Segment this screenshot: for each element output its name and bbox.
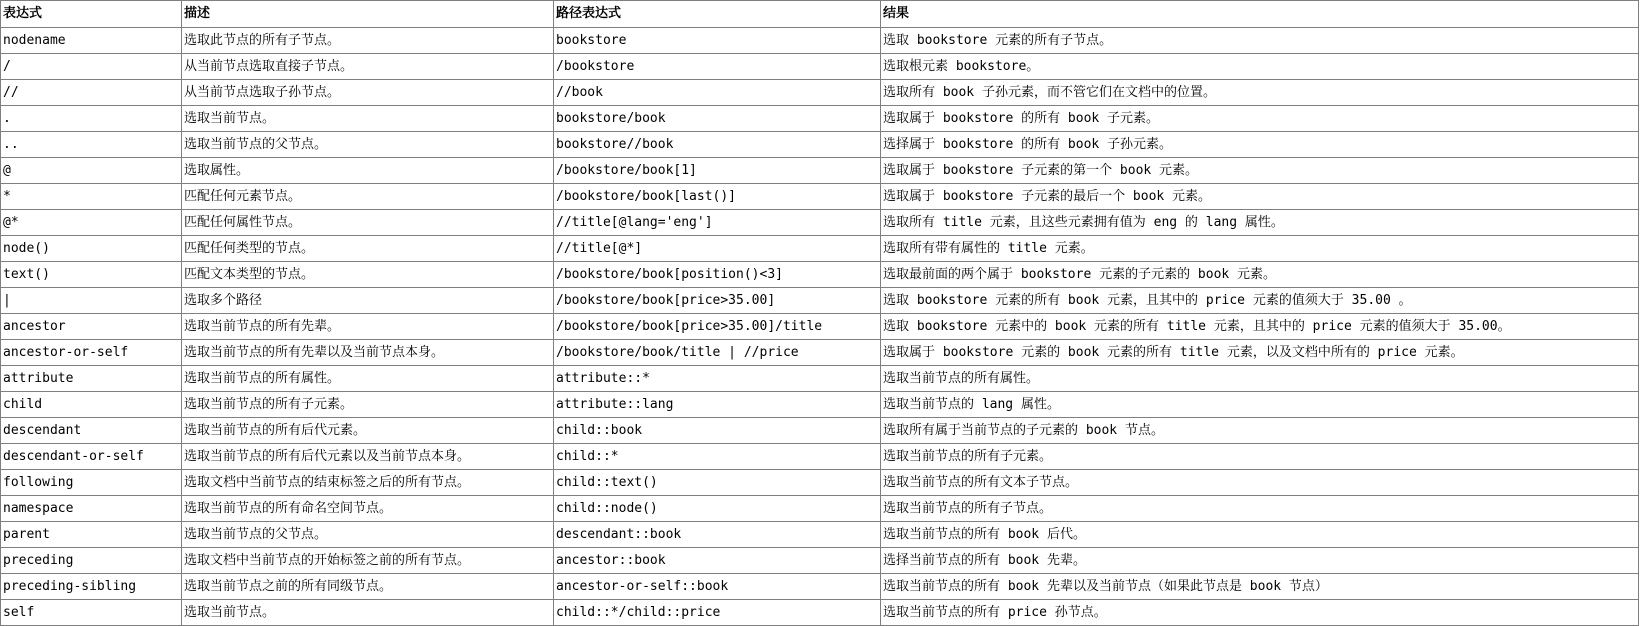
cell-result: 选取当前节点的所有 book 后代。	[881, 522, 1639, 548]
cell-description: 选取属性。	[182, 158, 554, 184]
cell-description: 从当前节点选取直接子节点。	[182, 54, 554, 80]
table-row	[1, 236, 1639, 262]
cell-result: 选择当前节点的所有 book 先辈。	[881, 548, 1639, 574]
cell-description: 选取此节点的所有子节点。	[182, 28, 554, 54]
table-row	[1, 184, 1639, 210]
table-row	[1, 548, 1639, 574]
cell-path-expression: /bookstore/book[price>35.00]	[554, 288, 881, 314]
cell-description: 匹配任何元素节点。	[182, 184, 554, 210]
header-expression: 表达式	[1, 1, 182, 28]
cell-description: 选取当前节点的所有子元素。	[182, 392, 554, 418]
cell-description: 选取当前节点的所有先辈。	[182, 314, 554, 340]
cell-expression: .	[1, 106, 182, 132]
cell-expression: ..	[1, 132, 182, 158]
cell-description: 选取文档中当前节点的结束标签之后的所有节点。	[182, 470, 554, 496]
cell-path-expression: child::*/child::price	[554, 600, 881, 626]
cell-expression: child	[1, 392, 182, 418]
cell-result: 选择属于 bookstore 的所有 book 子孙元素。	[881, 132, 1639, 158]
cell-expression: self	[1, 600, 182, 626]
cell-description: 匹配任何属性节点。	[182, 210, 554, 236]
cell-result: 选取当前节点的所有属性。	[881, 366, 1639, 392]
cell-path-expression: ancestor-or-self::book	[554, 574, 881, 600]
cell-expression: text()	[1, 262, 182, 288]
cell-path-expression: //title[@*]	[554, 236, 881, 262]
cell-path-expression: /bookstore/book/title | //price	[554, 340, 881, 366]
cell-expression: |	[1, 288, 182, 314]
cell-path-expression: child::book	[554, 418, 881, 444]
cell-expression: //	[1, 80, 182, 106]
cell-path-expression: child::text()	[554, 470, 881, 496]
table-row	[1, 522, 1639, 548]
cell-path-expression: bookstore	[554, 28, 881, 54]
table-row	[1, 366, 1639, 392]
table-row	[1, 106, 1639, 132]
cell-description: 选取当前节点的所有命名空间节点。	[182, 496, 554, 522]
cell-description: 选取当前节点的所有属性。	[182, 366, 554, 392]
table-body	[1, 28, 1639, 626]
cell-result: 选取当前节点的所有子节点。	[881, 496, 1639, 522]
cell-path-expression: /bookstore/book[position()<3]	[554, 262, 881, 288]
cell-expression: ancestor	[1, 314, 182, 340]
cell-path-expression: bookstore/book	[554, 106, 881, 132]
table-row	[1, 210, 1639, 236]
cell-description: 选取当前节点。	[182, 106, 554, 132]
cell-result: 选取当前节点的所有子元素。	[881, 444, 1639, 470]
cell-expression: namespace	[1, 496, 182, 522]
cell-result: 选取 bookstore 元素的所有子节点。	[881, 28, 1639, 54]
cell-result: 选取所有 book 子孙元素，而不管它们在文档中的位置。	[881, 80, 1639, 106]
cell-description: 选取当前节点之前的所有同级节点。	[182, 574, 554, 600]
table-row	[1, 418, 1639, 444]
cell-description: 匹配文本类型的节点。	[182, 262, 554, 288]
cell-path-expression: /bookstore/book[1]	[554, 158, 881, 184]
cell-result: 选取根元素 bookstore。	[881, 54, 1639, 80]
cell-expression: nodename	[1, 28, 182, 54]
cell-expression: *	[1, 184, 182, 210]
cell-description: 选取当前节点的所有后代元素以及当前节点本身。	[182, 444, 554, 470]
table-row	[1, 392, 1639, 418]
cell-description: 选取当前节点的所有先辈以及当前节点本身。	[182, 340, 554, 366]
cell-expression: @*	[1, 210, 182, 236]
table-row	[1, 470, 1639, 496]
cell-result: 选取属于 bookstore 元素的 book 元素的所有 title 元素，以及文档中所有的 price 元素。	[881, 340, 1639, 366]
table-row	[1, 158, 1639, 184]
cell-path-expression: ancestor::book	[554, 548, 881, 574]
cell-path-expression: descendant::book	[554, 522, 881, 548]
cell-result: 选取当前节点的所有 price 孙节点。	[881, 600, 1639, 626]
cell-description: 选取文档中当前节点的开始标签之前的所有节点。	[182, 548, 554, 574]
cell-path-expression: bookstore//book	[554, 132, 881, 158]
table-row	[1, 444, 1639, 470]
cell-description: 选取当前节点的所有后代元素。	[182, 418, 554, 444]
cell-path-expression: /bookstore/book[price>35.00]/title	[554, 314, 881, 340]
cell-description: 选取当前节点的父节点。	[182, 132, 554, 158]
cell-path-expression: child::*	[554, 444, 881, 470]
cell-result: 选取所有属于当前节点的子元素的 book 节点。	[881, 418, 1639, 444]
table-row	[1, 600, 1639, 626]
cell-result: 选取 bookstore 元素的所有 book 元素，且其中的 price 元素的值须大于 35.00 。	[881, 288, 1639, 314]
cell-result: 选取 bookstore 元素中的 book 元素的所有 title 元素，且其中的 price 元素的值须大于 35.00。	[881, 314, 1639, 340]
cell-expression: preceding	[1, 548, 182, 574]
cell-expression: /	[1, 54, 182, 80]
table-row	[1, 54, 1639, 80]
cell-description: 选取当前节点。	[182, 600, 554, 626]
cell-path-expression: //book	[554, 80, 881, 106]
header-description: 描述	[182, 1, 554, 28]
table-row	[1, 288, 1639, 314]
cell-description: 选取当前节点的父节点。	[182, 522, 554, 548]
table-row	[1, 496, 1639, 522]
cell-result: 选取属于 bookstore 子元素的最后一个 book 元素。	[881, 184, 1639, 210]
header-result: 结果	[881, 1, 1639, 28]
cell-result: 选取所有 title 元素，且这些元素拥有值为 eng 的 lang 属性。	[881, 210, 1639, 236]
cell-path-expression: attribute::*	[554, 366, 881, 392]
table-row	[1, 574, 1639, 600]
cell-result: 选取属于 bookstore 的所有 book 子元素。	[881, 106, 1639, 132]
table-row	[1, 340, 1639, 366]
cell-path-expression: /bookstore	[554, 54, 881, 80]
cell-expression: node()	[1, 236, 182, 262]
header-path-expression: 路径表达式	[554, 1, 881, 28]
cell-expression: attribute	[1, 366, 182, 392]
cell-result: 选取当前节点的所有文本子节点。	[881, 470, 1639, 496]
cell-path-expression: //title[@lang='eng']	[554, 210, 881, 236]
cell-result: 选取属于 bookstore 子元素的第一个 book 元素。	[881, 158, 1639, 184]
cell-path-expression: attribute::lang	[554, 392, 881, 418]
table-row	[1, 80, 1639, 106]
cell-expression: parent	[1, 522, 182, 548]
cell-description: 从当前节点选取子孙节点。	[182, 80, 554, 106]
table-row	[1, 314, 1639, 340]
cell-description: 选取多个路径	[182, 288, 554, 314]
header-row	[1, 1, 1639, 28]
cell-result: 选取最前面的两个属于 bookstore 元素的子元素的 book 元素。	[881, 262, 1639, 288]
cell-expression: descendant	[1, 418, 182, 444]
cell-expression: descendant-or-self	[1, 444, 182, 470]
cell-path-expression: /bookstore/book[last()]	[554, 184, 881, 210]
cell-expression: ancestor-or-self	[1, 340, 182, 366]
cell-result: 选取当前节点的 lang 属性。	[881, 392, 1639, 418]
cell-expression: preceding-sibling	[1, 574, 182, 600]
cell-expression: @	[1, 158, 182, 184]
cell-result: 选取所有带有属性的 title 元素。	[881, 236, 1639, 262]
table-row	[1, 132, 1639, 158]
table-row	[1, 262, 1639, 288]
cell-description: 匹配任何类型的节点。	[182, 236, 554, 262]
table-row	[1, 28, 1639, 54]
cell-result: 选取当前节点的所有 book 先辈以及当前节点（如果此节点是 book 节点）	[881, 574, 1639, 600]
cell-expression: following	[1, 470, 182, 496]
cell-path-expression: child::node()	[554, 496, 881, 522]
